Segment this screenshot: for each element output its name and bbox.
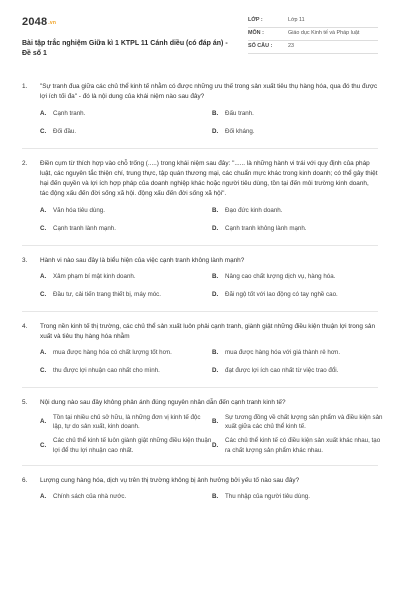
option-a[interactable]: [40, 107, 212, 121]
option-text: Sự tương đồng về chất lượng sản phẩm và điều kiện sản xuất giữa các chủ thể kinh tế.: [225, 413, 383, 431]
option-c[interactable]: [40, 222, 212, 236]
question-number: 5.: [22, 399, 28, 407]
options: [40, 107, 378, 139]
option-d[interactable]: [212, 288, 384, 302]
option-c[interactable]: [40, 288, 212, 302]
info-row-count: [248, 41, 378, 54]
option-text: Cạnh tranh.: [53, 109, 86, 117]
question-number: 2.: [22, 159, 28, 167]
option-text: đạt được lợi ích cao nhất từ việc trao đổi.: [225, 367, 339, 375]
info-row-class: [248, 15, 378, 28]
option-letter: D.: [212, 127, 219, 135]
page-title: Bài tập trắc nghiệm Giữa kì 1 KTPL 11 Cánh diều (có đáp án) - Đề số 1: [22, 39, 228, 58]
option-text: mua được hàng hóa với giá thành rẻ hơn.: [225, 349, 341, 357]
option-d[interactable]: [212, 436, 384, 456]
option-letter: C.: [40, 367, 47, 375]
option-text: Đãi ngộ tốt với lao động có tay nghề cao.: [225, 290, 338, 298]
question-text: Nội dung nào sau đây không phản ánh đúng nguyên nhân dẫn đến cạnh tranh kinh tế?: [40, 399, 286, 407]
option-letter: B.: [212, 109, 219, 117]
option-text: Đối đầu.: [53, 127, 77, 135]
question-text: "Sự tranh đua giữa các chủ thể kinh tế nhằm có được những ưu thế trong sản xuất tiêu thụ hàng hóa, qua đó thu được lợi ích tối đa" - đó là nội dung của khái niệm nào sau đây?: [40, 83, 378, 101]
option-b[interactable]: [212, 270, 384, 284]
option-text: Các chủ thể kinh tế luôn giành giật những điều kiện thuận lợi để thu lợi nhuận cao nhất.: [53, 437, 212, 455]
info-value: Lớp 11: [288, 17, 305, 24]
question-6: [22, 476, 378, 504]
option-a[interactable]: [40, 413, 212, 433]
option-c[interactable]: [40, 436, 212, 456]
option-text: thu được lợi nhuận cao nhất cho mình.: [53, 367, 160, 375]
logo-sub: .vn: [48, 20, 57, 26]
option-a[interactable]: [40, 346, 212, 360]
info-value: 23: [288, 43, 294, 50]
option-c[interactable]: [40, 125, 212, 139]
option-text: Thu nhập của người tiêu dùng.: [225, 493, 310, 501]
info-label: MÔN :: [248, 30, 264, 37]
question-list: [22, 82, 383, 504]
option-text: Cạnh tranh lành mạnh.: [53, 224, 116, 232]
option-text: Tồn tại nhiều chủ sở hữu, là những đơn vị kinh tế độc lập, tự do sản xuất, kinh doanh.: [53, 413, 201, 431]
question-text: Hành vi nào sau đây là biểu hiện của việc cạnh tranh không lành mạnh?: [40, 256, 245, 264]
option-letter: B.: [212, 272, 219, 280]
option-text: Đạo đức kinh doanh.: [225, 206, 283, 214]
option-d[interactable]: [212, 364, 384, 378]
option-d[interactable]: [212, 125, 384, 139]
option-text: Cạnh tranh không lành mạnh.: [225, 224, 307, 232]
question-1: [22, 82, 378, 139]
info-value: Giáo dục Kinh tế và Pháp luật: [288, 30, 360, 37]
option-letter: A.: [40, 349, 47, 357]
options: [40, 204, 378, 236]
option-text: Các chủ thể kinh tế có điều kiện sản xuất khác nhau, tạo ra chất lượng sản phẩm khác nhau.: [225, 437, 381, 455]
options: [40, 490, 378, 504]
option-b[interactable]: [212, 413, 384, 433]
option-b[interactable]: [212, 346, 384, 360]
option-letter: C.: [40, 442, 47, 450]
option-letter: A.: [40, 109, 47, 117]
question-2: [22, 159, 378, 236]
divider: [22, 148, 378, 149]
option-letter: B.: [212, 418, 219, 426]
info-label: LỚP :: [248, 17, 263, 24]
option-letter: A.: [40, 493, 47, 501]
option-text: mua được hàng hóa có chất lượng tốt hơn.: [53, 349, 172, 357]
question-number: 4.: [22, 322, 28, 330]
question-3: [22, 256, 378, 302]
option-a[interactable]: [40, 490, 212, 504]
divider: [22, 311, 378, 312]
option-letter: B.: [212, 493, 219, 501]
site-logo[interactable]: [22, 15, 232, 31]
option-letter: A.: [40, 418, 47, 426]
options: [40, 270, 378, 302]
option-letter: A.: [40, 272, 47, 280]
options: [40, 413, 383, 457]
question-5: [22, 398, 383, 456]
option-letter: D.: [212, 367, 219, 375]
option-letter: B.: [212, 349, 219, 357]
option-text: Đối kháng.: [225, 127, 255, 135]
option-d[interactable]: [212, 222, 384, 236]
question-text: Điền cụm từ thích hợp vào chỗ trống (.....) trong khái niệm sau đây: "...... là những hành vi trái với quy định của pháp luật, các nguyên tắc thiện chí, trung thực, tập quán thương mại, các chuẩn mực khác trong kinh doanh; có thể gây thiệt hại đến quyền và lợi ích hợp pháp của doanh nghiệp khác hoặc người tiêu dùng, tồn tại đến môi trường kinh doanh, tác động xấu đến đời sống xã hội. động xấu đến đời sống xã hội".: [40, 159, 378, 198]
divider: [22, 387, 378, 388]
header-left: [22, 12, 232, 82]
info-table: [248, 15, 378, 82]
option-b[interactable]: [212, 107, 384, 121]
option-letter: C.: [40, 127, 47, 135]
question-number: 1.: [22, 83, 28, 90]
option-letter: D.: [212, 290, 219, 298]
option-letter: A.: [40, 206, 47, 214]
option-letter: C.: [40, 290, 47, 298]
divider: [22, 465, 378, 466]
option-text: Chính sách của nhà nước.: [53, 493, 127, 501]
option-letter: D.: [212, 224, 219, 232]
option-b[interactable]: [212, 204, 384, 218]
option-text: Đầu tư, cải tiến trang thiết bị, máy móc.: [53, 290, 162, 298]
divider: [22, 245, 378, 246]
question-number: 6.: [22, 477, 28, 485]
option-letter: B.: [212, 206, 219, 214]
option-a[interactable]: [40, 204, 212, 218]
option-b[interactable]: [212, 490, 384, 504]
option-text: Xâm phạm bí mật kinh doanh.: [53, 272, 136, 280]
header: [22, 12, 378, 82]
logo-main: 2048: [22, 16, 48, 28]
option-c[interactable]: [40, 364, 212, 378]
info-label: SỐ CÂU :: [248, 43, 273, 50]
option-text: Đấu tranh.: [225, 109, 254, 117]
option-a[interactable]: [40, 270, 212, 284]
question-text: Lượng cung hàng hóa, dịch vụ trên thị trường không bị ảnh hưởng bởi yếu tố nào sau đây?: [40, 477, 300, 485]
option-text: Văn hóa tiêu dùng.: [53, 206, 105, 214]
question-4: [22, 322, 378, 379]
option-letter: C.: [40, 224, 47, 232]
options: [40, 346, 378, 378]
option-text: Nâng cao chất lượng dịch vụ, hàng hóa.: [225, 272, 336, 280]
question-number: 3.: [22, 256, 28, 264]
info-row-subject: [248, 28, 378, 41]
option-letter: D.: [212, 442, 219, 450]
question-text: Trong nền kinh tế thị trường, các chủ thể sản xuất luôn phải cạnh tranh, giành giật những điều kiện thuận lợi trong sản xuất và tiêu thụ hàng hóa nhằm: [40, 322, 376, 340]
